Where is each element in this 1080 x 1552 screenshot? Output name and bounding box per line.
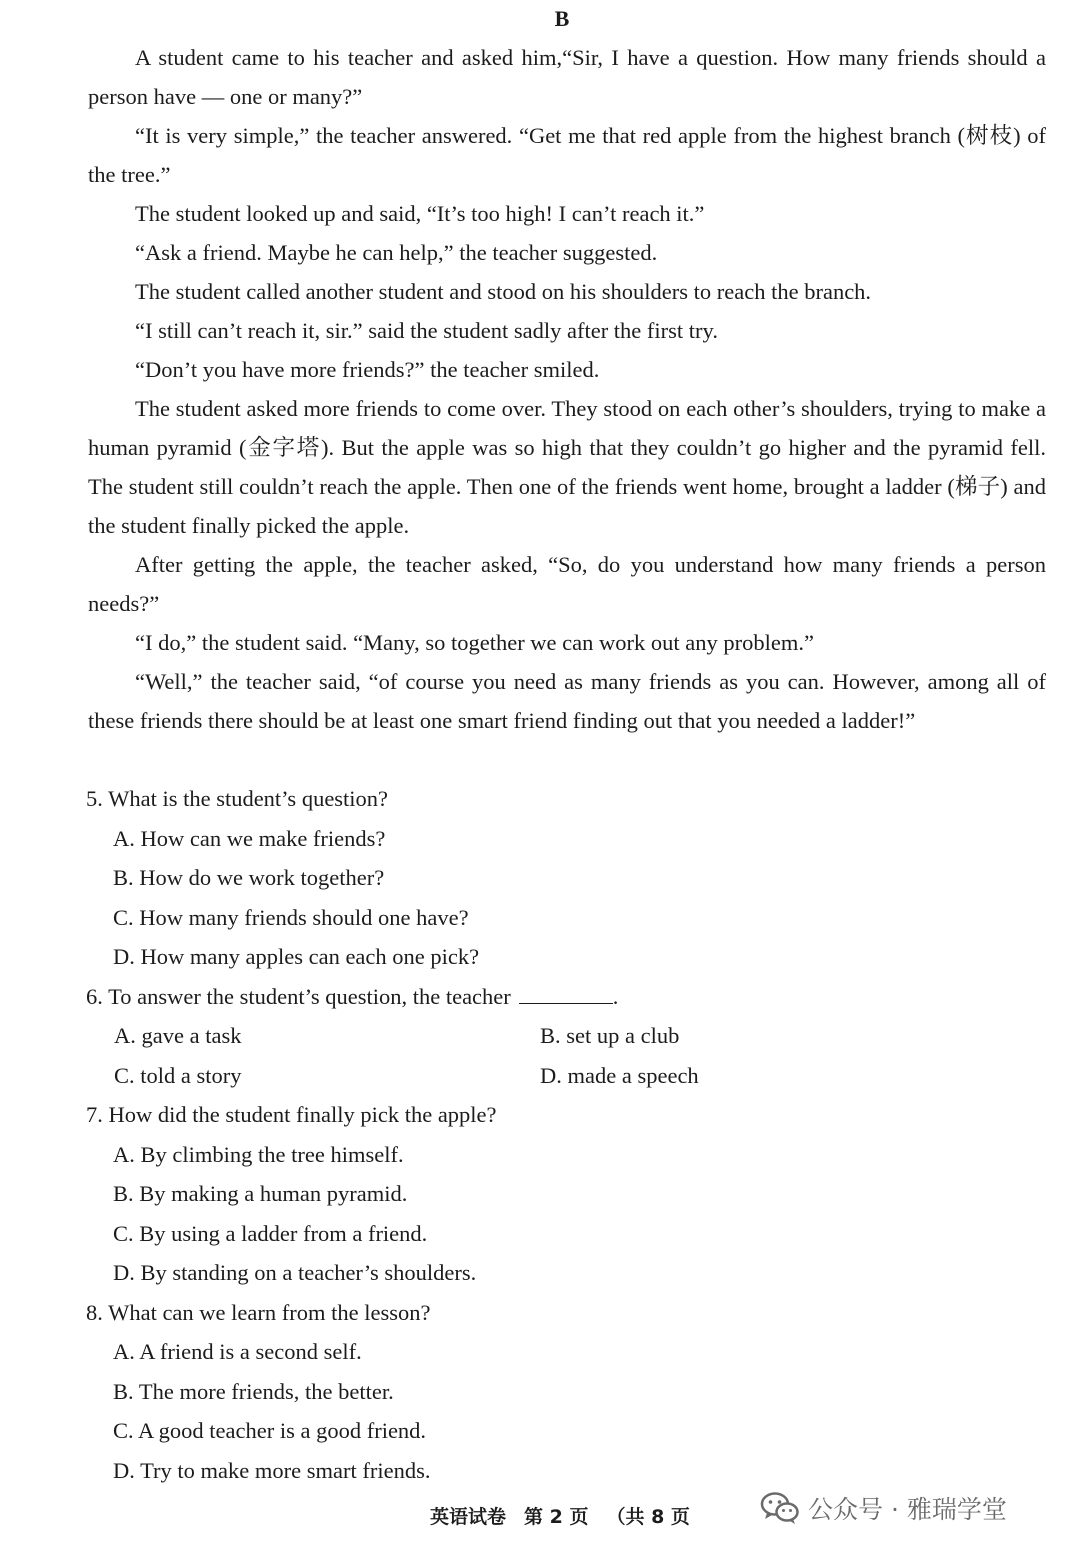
question-stem: 6. To answer the student’s question, the teacher (86, 983, 511, 1009)
question-stem: 7. How did the student finally pick the apple? (86, 1102, 497, 1127)
option-c: C. By using a ladder from a friend. (113, 1220, 428, 1246)
footer-subject: 英语试卷 (430, 1506, 507, 1528)
question-stem-end: . (612, 983, 619, 1009)
passage-paragraph: After getting the apple, the teacher asked, “So, do you understand how many friends a person needs?” (88, 552, 1046, 616)
page-footer (430, 1502, 708, 1529)
question-stem-row (86, 977, 1046, 1017)
passage-paragraph: “I still can’t reach it, sir.” said the student sadly after the first try. (135, 318, 718, 343)
option-row (86, 1016, 1046, 1056)
watermark (760, 1488, 1007, 1528)
passage-paragraph: The student asked more friends to come over. They stood on each other’s shoulders, trying to make a human pyramid (金字塔). But the apple was so high that they couldn’t go higher and the pyramid fell. The student still couldn’t reach the apple. Then one of the friends went home, brought a ladder (梯子) and the student finally picked the apple. (88, 396, 1046, 538)
question-stem: 5. What is the student’s question? (86, 786, 389, 811)
option-d: D. By standing on a teacher’s shoulders. (113, 1260, 477, 1285)
option-d: D. Try to make more smart friends. (113, 1457, 431, 1483)
option-c: C. A good teacher is a good friend. (113, 1418, 427, 1443)
section-label: B (554, 6, 570, 31)
question-7 (86, 1095, 1046, 1293)
passage-paragraph: “Ask a friend. Maybe he can help,” the teacher suggested. (135, 240, 658, 265)
passage-paragraph: “I do,” the student said. “Many, so together we can work out any problem.” (135, 630, 814, 655)
watermark-text: 公众号 · 雅瑞学堂 (808, 1495, 1007, 1524)
passage-paragraph: The student looked up and said, “It’s too high! I can’t reach it.” (135, 201, 705, 226)
footer-total: （共 8 页 (606, 1506, 690, 1528)
option-a: A. How can we make friends? (113, 825, 386, 851)
reading-passage (88, 38, 1046, 740)
question-6 (86, 977, 1046, 1096)
option-row (86, 1056, 1046, 1096)
option-b: B. How do we work together? (113, 865, 385, 890)
passage-paragraph: “Don’t you have more friends?” the teacher smiled. (135, 357, 600, 382)
option-b: B. The more friends, the better. (113, 1378, 394, 1404)
answer-blank (519, 985, 613, 1004)
passage-paragraph: The student called another student and stood on his shoulders to reach the branch. (135, 279, 872, 304)
option-d: D. How many apples can each one pick? (113, 944, 480, 969)
option-c: C. told a story (114, 1062, 242, 1088)
option-b: B. set up a club (540, 1023, 680, 1048)
question-stem: 8. What can we learn from the lesson? (86, 1299, 431, 1325)
option-c: C. How many friends should one have? (113, 904, 469, 930)
option-a: A. gave a task (114, 1023, 242, 1048)
wechat-icon (760, 1491, 800, 1525)
option-b: B. By making a human pyramid. (113, 1181, 408, 1206)
question-5 (86, 779, 1046, 977)
question-8 (86, 1293, 1046, 1491)
passage-paragraph: A student came to his teacher and asked him,“Sir, I have a question. How many friends should a person have — one or many?” (88, 45, 1046, 109)
question-list (86, 779, 1046, 1490)
option-d: D. made a speech (540, 1062, 699, 1088)
passage-paragraph: “It is very simple,” the teacher answered. “Get me that red apple from the highest branch (树枝) of the tree.” (88, 123, 1046, 187)
passage-paragraph: “Well,” the teacher said, “of course you need as many friends as you can. However, among all of these friends there should be at least one smart friend finding out that you needed a ladder!” (88, 669, 1046, 733)
option-a: A. By climbing the tree himself. (113, 1141, 404, 1167)
option-a: A. A friend is a second self. (113, 1339, 362, 1364)
footer-page: 第 2 页 (524, 1506, 589, 1528)
